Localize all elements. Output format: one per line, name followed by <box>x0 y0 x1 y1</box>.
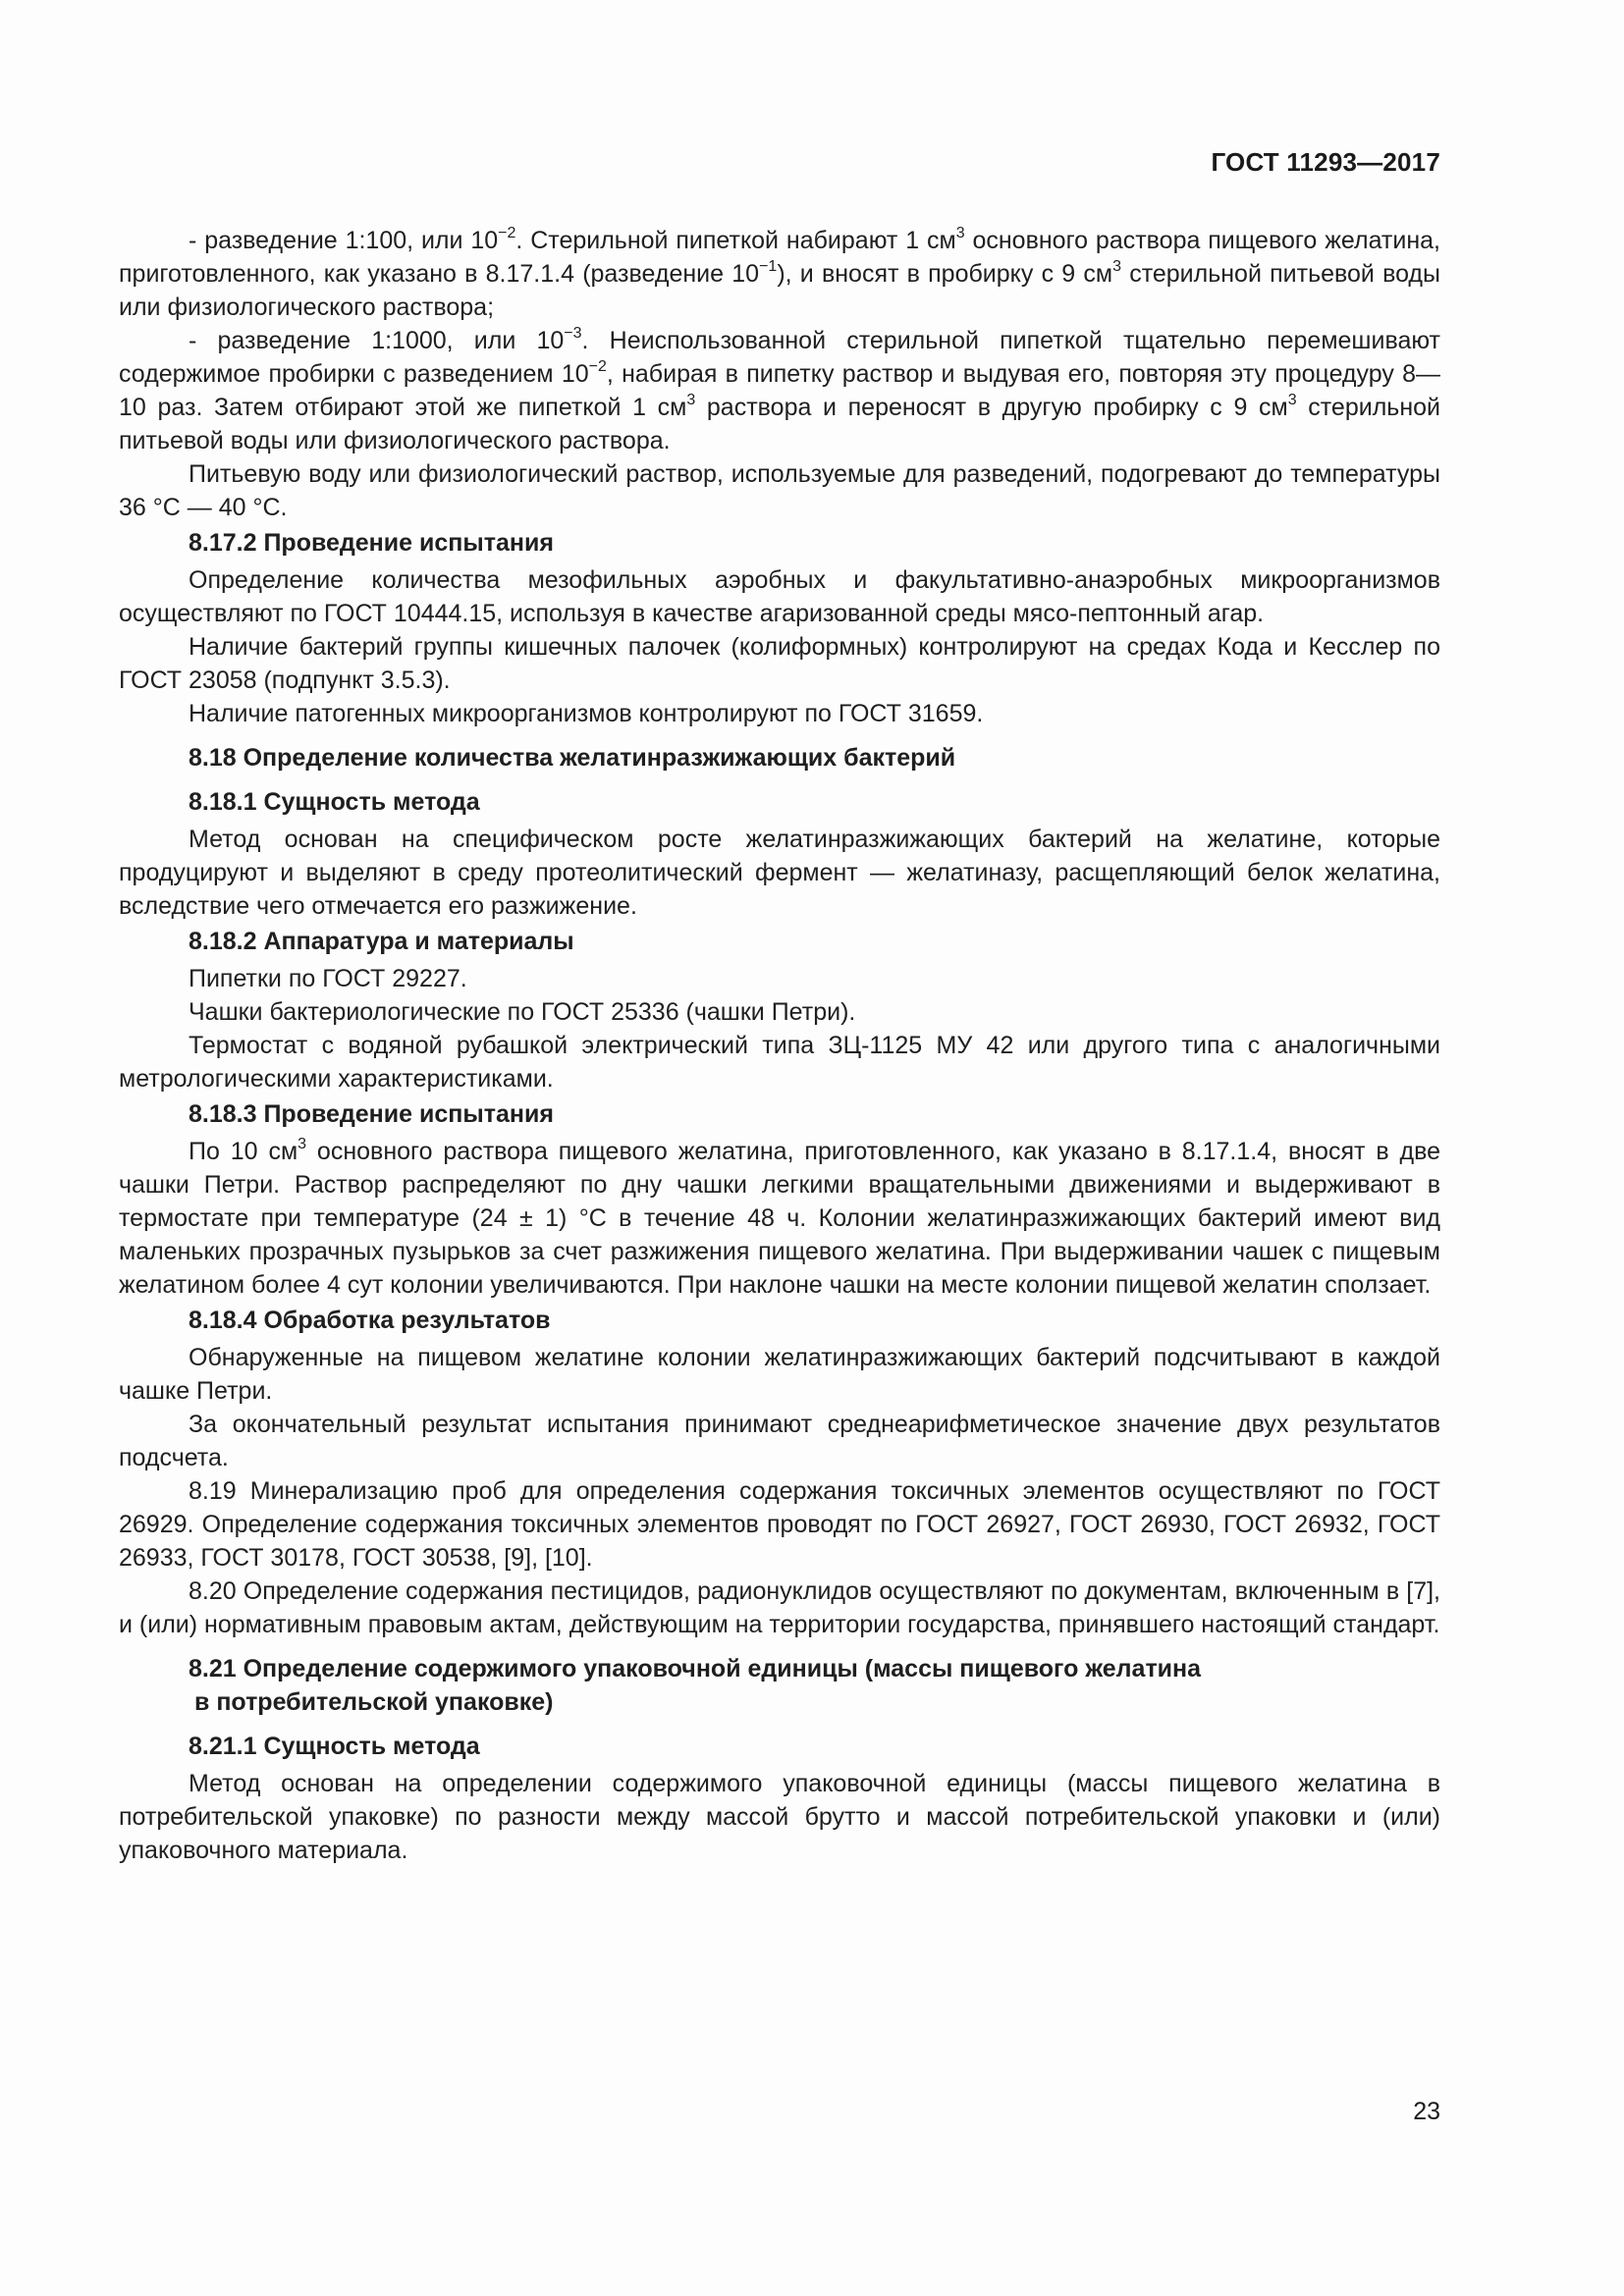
paragraph-test-procedure: По 10 $см^3$ основного раствора пищевого желатина, приготовленного, как указано в 8.17.1.4, вносят в две чашки Петри. Раствор распределяют по дну чашки легкими вращательными движениями и выдерживают в термостате при температуре (24 ± 1) °С в течение 48 ч. Колонии желатинразжижающих бактерий имеют вид маленьких прозрачных пузырьков за счет разжижения пищевого желатина. При выдерживании чашек с пищевым желатином более 4 сут колонии увеличиваются. При наклоне чашки на месте колонии пищевой желатин сползает. <box>119 1135 1440 1299</box>
page-body <box>119 224 1440 1867</box>
running-header: ГОСТ 11293—2017 <box>1211 147 1440 177</box>
paragraph-water-temperature: Питьевую воду или физиологический раствор, используемые для разведений, подогревают до температуры 36 °С — 40 °С. <box>119 460 1440 521</box>
heading-8-18-1: 8.18.1 Сущность метода <box>189 788 480 816</box>
paragraph-final-result: За окончательный результат испытания принимают среднеарифметическое значение двух результатов подсчета. <box>119 1411 1440 1471</box>
paragraph-package-content: Метод основан на определении содержимого упаковочной единицы (массы пищевого желатина в потребительской упаковке) по разности между массой брутто и массой потребительской упаковки и (или) упаковочного материала. <box>119 1770 1440 1864</box>
paragraph-petri-dishes: Чашки бактериологические по ГОСТ 25336 (чашки Петри). <box>189 998 856 1026</box>
heading-8-21-line-2: в потребительской упаковке) <box>194 1688 554 1716</box>
paragraph-mesophilic: Определение количества мезофильных аэробных и факультативно-анаэробных микроорганизмов осуществляют по ГОСТ 10444.15, используя в качестве агаризованной среды мясо-пептонный агар. <box>119 566 1440 627</box>
heading-8-17-2: 8.17.2 Проведение испытания <box>189 529 554 557</box>
paragraph-dilution-1000: - разведение 1:1000, или $10^{-3}$. Неиспользованной стерильной пипеткой тщательно перемешивают содержимое пробирки с разведением $10^{-2}$, набирая в пипетку раствор и выдувая его, повторяя эту процедуру 8—10 раз. Затем отбирают этой же пипеткой 1 $см^3$ раствора и переносят в другую пробирку с 9 $см^3$ стерильной питьевой воды или физиологического раствора. <box>119 324 1441 454</box>
heading-8-21-1: 8.21.1 Сущность метода <box>189 1733 480 1760</box>
paragraph-8-20: 8.20 Определение содержания пестицидов, радионуклидов осуществляют по документам, включенным в [7], и (или) нормативным правовым актам, действующим на территории государства, принявшего настоящий стандарт. <box>119 1577 1440 1638</box>
paragraph-pathogens: Наличие патогенных микроорганизмов контролируют по ГОСТ 31659. <box>189 700 984 727</box>
paragraph-8-19: 8.19 Минерализацию проб для определения содержания токсичных элементов осуществляют по ГОСТ 26929. Определение содержания токсичных элементов проводят по ГОСТ 26927, ГОСТ 26930, ГОСТ 26932, ГОСТ 26933, ГОСТ 30178, ГОСТ 30538, [9], [10]. <box>119 1477 1440 1572</box>
page-number: 23 <box>1413 2098 1440 2125</box>
paragraph-method-essence: Метод основан на специфическом росте желатинразжижающих бактерий на желатине, которые продуцируют и выделяют в среду протеолитический фермент — желатиназу, расщепляющий белок желатина, вследствие чего отмечается его разжижение. <box>119 826 1440 920</box>
heading-8-21-line-1: 8.21 Определение содержимого упаковочной единицы (массы пищевого желатина <box>189 1655 1202 1682</box>
paragraph-thermostat: Термостат с водяной рубашкой электрический типа ЗЦ-1125 МУ 42 или другого типа с аналогичными метрологическими характеристиками. <box>119 1032 1440 1093</box>
heading-8-18-2: 8.18.2 Аппаратура и материалы <box>189 928 574 955</box>
heading-8-18: 8.18 Определение количества желатинразжижающих бактерий <box>189 744 956 772</box>
paragraph-coliform: Наличие бактерий группы кишечных палочек (колиформных) контролируют на средах Кода и Кесслер по ГОСТ 23058 (подпункт 3.5.3). <box>119 633 1440 694</box>
paragraph-colony-count: Обнаруженные на пищевом желатине колонии желатинразжижающих бактерий подсчитывают в каждой чашке Петри. <box>119 1344 1440 1405</box>
paragraph-dilution-100: - разведение 1:100, или $10^{-2}$. Стерильной пипеткой набирают 1 $см^3$ основного раствора пищевого желатина, приготовленного, как указано в 8.17.1.4 (разведение $10^{-1}$), и вносят в пробирку с 9 $см^3$ стерильной питьевой воды или физиологического раствора; <box>119 224 1441 321</box>
heading-8-21 <box>119 1652 1440 1719</box>
paragraph-pipettes: Пипетки по ГОСТ 29227. <box>189 965 467 992</box>
heading-8-18-3: 8.18.3 Проведение испытания <box>189 1100 554 1128</box>
heading-8-18-4: 8.18.4 Обработка результатов <box>189 1307 551 1334</box>
